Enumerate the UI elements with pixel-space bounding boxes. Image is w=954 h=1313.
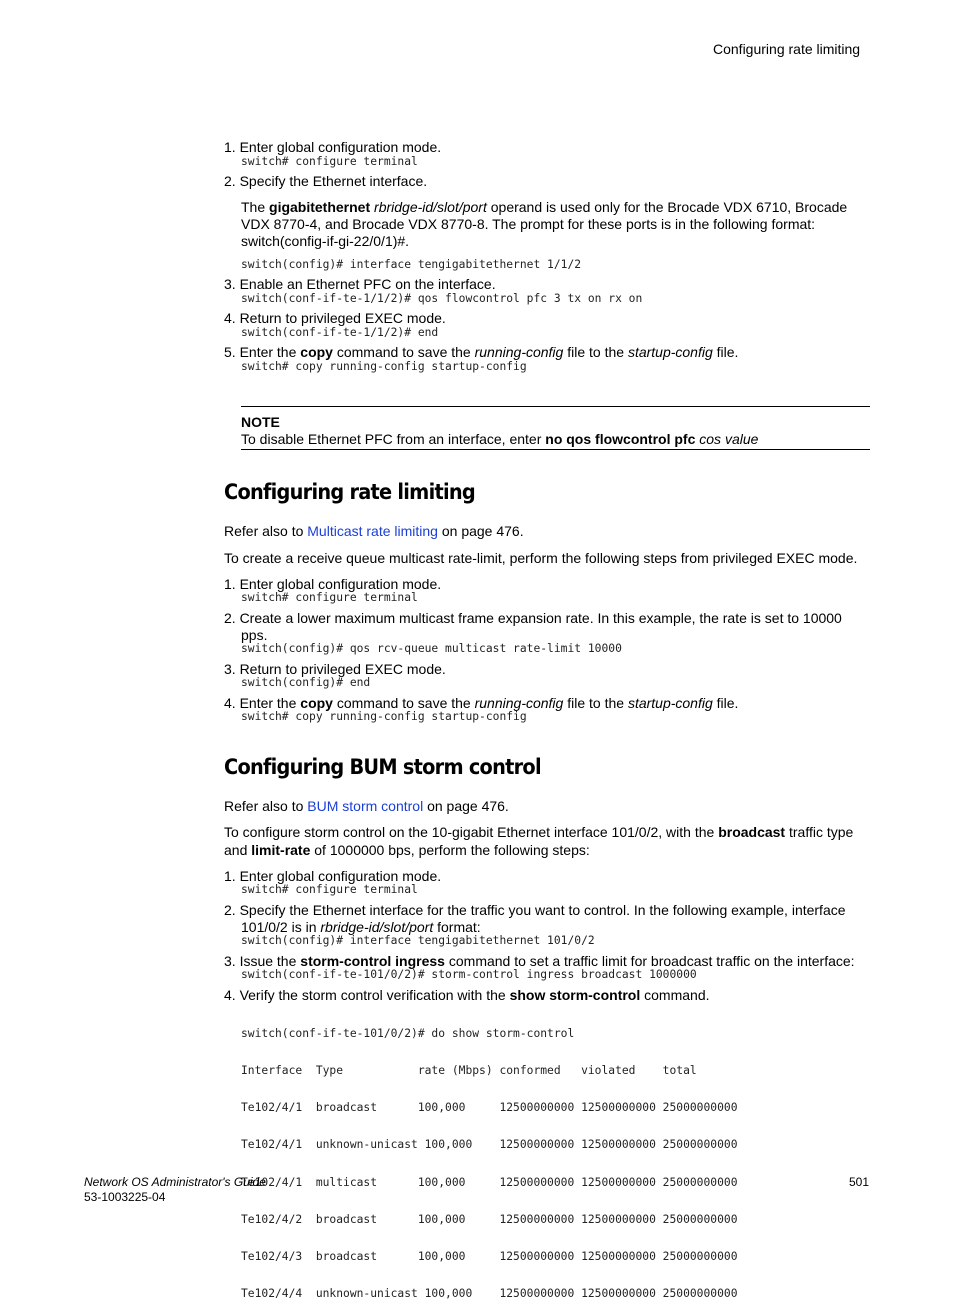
pfc-step-1: 1. Enter global configuration mode. [224, 139, 442, 155]
footer-guide-title: Network OS Administrator's Guide [84, 1175, 266, 1189]
pfc-step-2: 2. Specify the Ethernet interface. [224, 173, 428, 189]
note-label: NOTE [241, 414, 280, 430]
rate-code-1: switch# configure terminal [241, 591, 418, 604]
rate-intro: To create a receive queue multicast rate-limit, perform the following steps from privileged EXEC mode. [224, 550, 858, 566]
bum-step-2-line2: 101/0/2 is in rbridge-id/slot/port format: [241, 919, 481, 935]
rate-step-2: 2. Create a lower maximum multicast frame expansion rate. In this example, the rate is set to 10000 [224, 610, 842, 626]
code-line: Interface Type rate (Mbps) conformed violated total [241, 1064, 697, 1078]
pfc-step-4: 4. Return to privileged EXEC mode. [224, 310, 446, 326]
bum-refer: Refer also to BUM storm control on page 476. [224, 798, 509, 814]
footer-doc-number: 53-1003225-04 [84, 1190, 166, 1204]
rate-step-3: 3. Return to privileged EXEC mode. [224, 661, 446, 677]
note-text: To disable Ethernet PFC from an interface, enter no qos flowcontrol pfc cos value [241, 431, 759, 447]
pfc-operand-note-line3: switch(config-if-gi-22/0/1)#. [241, 233, 410, 249]
rate-refer: Refer also to Multicast rate limiting on page 476. [224, 523, 524, 539]
rate-step-1: 1. Enter global configuration mode. [224, 576, 442, 592]
bum-step-1: 1. Enter global configuration mode. [224, 868, 442, 884]
rate-step-4: 4. Enter the copy command to save the running-config file to the startup-config file. [224, 695, 739, 711]
rate-code-3: switch(config)# end [241, 676, 371, 689]
code-line: Te102/4/3 broadcast 100,000 12500000000 12500000000 25000000000 [241, 1250, 738, 1264]
bum-step-2: 2. Specify the Ethernet interface for the traffic you want to control. In the following example, interface [224, 902, 846, 918]
link-multicast-rate-limiting[interactable]: Multicast rate limiting [307, 523, 438, 539]
rate-step-2-line2: pps. [241, 627, 268, 643]
pfc-code-5: switch# copy running-config startup-config [241, 360, 527, 373]
running-header: Configuring rate limiting [713, 41, 861, 57]
pfc-code-2: switch(config)# interface tengigabitethernet 1/1/2 [241, 258, 582, 271]
note-bottom-rule [241, 449, 870, 450]
bum-code-2: switch(config)# interface tengigabitethernet 101/0/2 [241, 934, 595, 947]
pfc-step-5: 5. Enter the copy command to save the running-config file to the startup-config file. [224, 344, 739, 360]
footer-page-number: 501 [849, 1175, 870, 1189]
rate-code-4: switch# copy running-config startup-config [241, 710, 527, 723]
link-bum-storm-control[interactable]: BUM storm control [307, 798, 424, 814]
pfc-step-3: 3. Enable an Ethernet PFC on the interface. [224, 276, 496, 292]
note-top-rule [241, 406, 870, 407]
pfc-code-3: switch(conf-if-te-1/1/2)# qos flowcontrol pfc 3 tx on rx on [241, 292, 643, 305]
code-line: switch(conf-if-te-101/0/2)# do show storm-control [241, 1026, 575, 1040]
pfc-operand-note: The gigabitethernet rbridge-id/slot/port operand is used only for the Brocade VDX 6710, Brocade [241, 199, 848, 215]
bum-step-3: 3. Issue the storm-control ingress command to set a traffic limit for broadcast traffic on the interface: [224, 953, 855, 969]
bum-step-4: 4. Verify the storm control verification with the show storm-control command. [224, 987, 710, 1003]
bum-code-3: switch(conf-if-te-101/0/2)# storm-control ingress broadcast 1000000 [241, 968, 697, 981]
pfc-code-4: switch(conf-if-te-1/1/2)# end [241, 326, 439, 339]
bum-code-4-output [241, 1003, 738, 1313]
heading-bum-storm-control: Configuring BUM storm control [224, 755, 541, 779]
pfc-operand-note-line2: VDX 8770-4, and Brocade VDX 8770-8. The prompt for these ports is in the following format: [241, 216, 816, 232]
code-line: Te102/4/1 multicast 100,000 12500000000 12500000000 25000000000 [241, 1175, 738, 1189]
bum-code-1: switch# configure terminal [241, 883, 418, 896]
code-line: Te102/4/4 unknown-unicast 100,000 12500000000 12500000000 25000000000 [241, 1287, 738, 1301]
code-line: Te102/4/1 broadcast 100,000 12500000000 12500000000 25000000000 [241, 1101, 738, 1115]
code-line: Te102/4/1 unknown-unicast 100,000 12500000000 12500000000 25000000000 [241, 1138, 738, 1152]
rate-code-2: switch(config)# qos rcv-queue multicast rate-limit 10000 [241, 642, 622, 655]
code-line: Te102/4/2 broadcast 100,000 12500000000 12500000000 25000000000 [241, 1212, 738, 1226]
bum-intro-line2: and limit-rate of 1000000 bps, perform the following steps: [224, 842, 590, 858]
bum-intro-line1: To configure storm control on the 10-gigabit Ethernet interface 101/0/2, with the broadcast traffic type [224, 824, 854, 840]
heading-rate-limiting: Configuring rate limiting [224, 480, 475, 504]
pfc-code-1: switch# configure terminal [241, 155, 418, 168]
